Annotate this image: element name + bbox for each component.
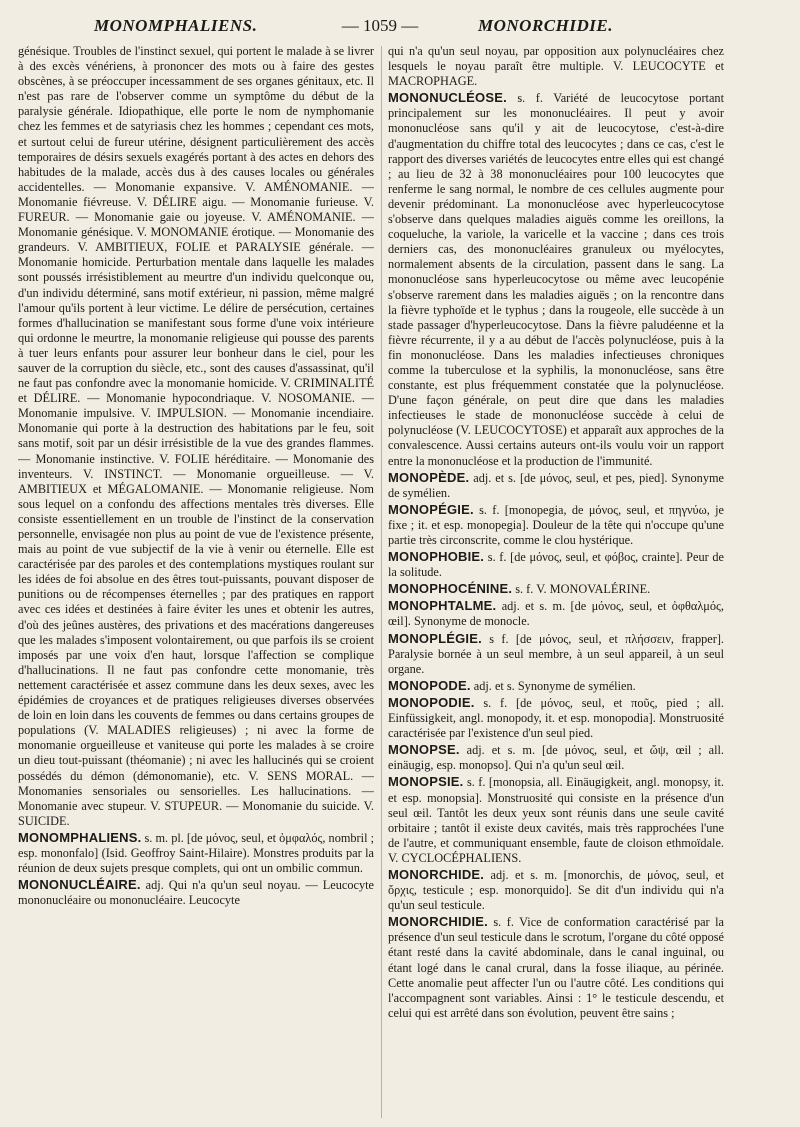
entry-headword: MONOPHTALME.	[388, 598, 497, 614]
entry-headword: MONOPLÉGIE.	[388, 630, 482, 646]
dictionary-entry	[388, 44, 724, 89]
entry-text: adj. Qui n'a qu'un seul noyau. — Leucocyte mononucléaire ou mononucléaire. Leucocyte	[18, 878, 374, 908]
dictionary-entry	[388, 502, 724, 548]
right-column	[388, 44, 724, 1119]
entry-text: s. f. [de μόνος, seul, et ποῦς, pied ; all. Einfüssigkeit, angl. monopody, it. et esp. monopodia]. Monstruosité caractérisée par l'existence d'un seul pied.	[388, 695, 724, 741]
dictionary-entry	[388, 695, 724, 741]
running-header	[0, 8, 800, 44]
entry-text: s. f. Variété de leucocytose portant principalement sur les mononucléaires. Il peut y avoir mononucléose sans qu'il y ait de leucocytose, c'est-à-dire d'augmentation du chiffre total des leucocytes ; dans ce cas, c'est le rapport des diverses variétés de leucocytes entre elles qui est changé ; au lieu de 32 à 38 mononucléaires pour 100 leucocytes que renferme le sang normal, le nombre de ces cellules augmente pour devenir prédominant. La mononucléose avec hyperleucocytose s'observe dans quelques maladies aiguës comme les oreillons, la coqueluche, la variole, la varicelle et la vaccine ; dans ces trois derniers cas, des mononucléaires granuleux ou myélocytes, normalement absents de la circulation, passent dans le sang. La mononucléose sans hyperleucocytose ou même avec leucopénie s'observe rarement dans les maladies aiguës ; on la rencontre dans la fièvre typhoïde et le typhus ; dans la rougeole, elle succède à un stade passager d'hyperleucocytose. Dans la fièvre paludéenne et la fièvre récurrente, il y a au début de l'accès polynucléose, puis à la fin mononucléose. Dans les maladies infectieuses chroniques comme la tuberculose et la syphilis, la mononucléose, sans être constante, est plus fréquemment constatée que la polynucléose. D'une façon générale, on peut dire que dans les maladies infectieuses le stade de mononucléose succède à celui de polynucléose (V. LEUCOCYTOSE) et apparaît aux approches de la convalescence. Aussi certains auteurs ont-ils voulu voir un rapport entre la mononucléose et la production de l'immunité.	[388, 91, 724, 468]
entry-headword: MONONUCLÉOSE.	[388, 90, 507, 106]
entry-text: s. f. Vice de conformation caractérisé par la présence d'un seul testicule dans le scrotum, l'organe du côté opposé étant resté dans la cavité abdominale, dans le canal inguinal, ou étant logé dans le canal crural, dans la fosse iliaque, au périnée. Cette anomalie peut affecter l'un ou l'autre côté. Les conditions qui l'accompagnent sont variables. Ainsi : 1° le testicule descendu, et celui qui est arrêté dans son évolution, peuvent être sains ;	[388, 915, 724, 1020]
dictionary-entry	[388, 581, 724, 597]
dictionary-entry	[388, 678, 724, 694]
dictionary-entry	[388, 90, 724, 468]
dictionary-entry	[388, 598, 724, 629]
header-left-guideword: MONOMPHALIENS.	[94, 16, 258, 35]
dictionary-entry	[388, 742, 724, 773]
dictionary-entry	[388, 470, 724, 501]
dictionary-entry	[18, 830, 374, 876]
entry-text: s. m. pl. [de μόνος, seul, et ὀμφαλός, nombril ; esp. mononfalo] (Isid. Geoffroy Saint-Hilaire). Monstres produits par la réunion de deux sujets presque complets, qui ont un ombilic commun.	[18, 830, 374, 876]
entry-headword: MONORCHIDIE.	[388, 914, 488, 930]
entry-headword: MONOPODIE.	[388, 694, 475, 710]
entry-headword: MONOPHOCÉNINE.	[388, 581, 513, 597]
entry-headword: MONOPODE.	[388, 677, 471, 693]
entry-text: adj. et s. m. [de μόνος, seul, et ὀφθαλμός, œil]. Synonyme de monocle.	[388, 599, 724, 629]
entry-text: génésique. Troubles de l'instinct sexuel, qui portent le malade à se livrer à des excès vénériens, à prononcer des mots ou à faire des gestes obscènes, à se préoccuper incessamment de ses organes génitaux, etc. Il n'est pas rare de l'observer comme un symptôme du début de la paralysie générale. Idiopathique, elle porte le nom de nymphomanie chez les femmes et de satyriasis chez les hommes ; cependant ces mots, et surtout celui de fureur utérine, désignent particulièrement des accès temporaires de désirs sexuels exagérés portant à des actes en dehors des habitudes de la malade, accès dus à des causes locales ou générales accidentelles. — Monomanie expansive. V. AMÉNOMANIE. — Monomanie fiévreuse. V. DÉLIRE aigu. — Monomanie furieuse. V. FUREUR. — Monomanie gaie ou joyeuse. V. AMÉNOMANIE. — Monomanie génésique. V. MONOMANIE érotique. — Monomanie des grandeurs. V. AMBITIEUX, FOLIE et PARALYSIE générale. — Monomanie homicide. Perturbation mentale dans laquelle les malades sont poussés irrésistiblement au meurtre d'un individu quelconque ou, d'un individu déterminé, sans motif extérieur, ni passion, même malgré l'amour qu'ils portent à leur victime. Le délire de persécution, certaines formes d'hallucination se manifestant sous forme d'une voix intérieure qui ordonne le meurtre, la monomanie religieuse qui pousse des parents à tuer leurs enfants pour assurer leur bonheur dans le ciel, pour les sauver de la corruption du siècle, etc., sont des causes d'assassinat, qu'il ne faut pas confondre avec la monomanie homicide. V. CRIMINALITÉ et DÉLIRE. — Monomanie hypocondriaque. V. NOSOMANIE. — Monomanie impulsive. V. IMPULSION. — Monomanie incendiaire. Monomanie qui porte à la destruction des habitations par le feu, soit sans motif, soit par un désir irrésistible de la vue des grandes flammes. — Monomanie instinctive. V. FOLIE héréditaire. — Monomanie des inventeurs. V. INSTINCT. — Monomanie orgueilleuse. — V. AMBITIEUX et MÉGALOMANIE. — Monomanie religieuse. Nom sous lequel on a confondu des affections mentales très diverses. Elle consiste essentiellement en un trouble de l'instinct de la conservation personnelle, envisagée non plus au point de vue de l'existence présente, mais au point de vue subjectif de la vie à venir ou éternelle. Elle est caractérisée par des paroles et des contemplations mystiques roulant sur les idées de foi absolue en des êtres tout-puissants, pouvant disposer de punitions ou de récompenses éternelles ; par des pratiques en rapport avec ces idées et destinées à faire éviter les unes et obtenir les autres, d'où des jeûnes austères, des privations et des macérations dangereuses que les malades s'imposent volontairement, ou que parfois ils se croient imposés par une voix d'en haut, lorsque l'affection se complique d'hallucinations. Il ne faut pas confondre cette monomanie, très nettement caractérisée et assez commune dans les deux sexes, avec les épidémies de croyances et de pratiques religieuses diverses observées de loin en loin dans les couvents de femmes ou dans certains groupes de populations (V. MALADIES religieuses) ; ni avec la forme de monomanie orgueilleuse et vaniteuse qui porte les malades à se croire un dieu tout-puissant (théomanie) ; ni avec les hallucinés qui se croient possédés du démon (démonomanie), etc. V. SENS MORAL. — Monomanies sensoriales ou sensorielles. Les hallucinations. — Monomanie avec stupeur. V. STUPEUR. — Monomanie du suicide. V. SUICIDE.	[18, 44, 374, 828]
left-column	[18, 44, 374, 1119]
entry-text: qui n'a qu'un seul noyau, par opposition aux polynucléaires chez lesquels le noyau paraît être multiple. V. LEUCOCYTE et MACROPHAGE.	[388, 44, 724, 89]
dictionary-entry	[18, 877, 374, 908]
header-right-guideword: MONORCHIDIE.	[478, 16, 613, 35]
dictionary-entry	[388, 867, 724, 913]
dictionary-entry	[18, 44, 374, 829]
entry-text: s. f. [de μόνος, seul, et φόβος, crainte]. Peur de la solitude.	[388, 550, 724, 580]
dictionary-entry	[388, 914, 724, 1021]
entry-headword: MONOPÉGIE.	[388, 501, 474, 517]
entry-headword: MONONUCLÉAIRE.	[18, 877, 141, 893]
entry-headword: MONOPSE.	[388, 742, 460, 758]
entry-text: adj. et s. [de μόνος, seul, et pes, pied]. Synonyme de symélien.	[388, 470, 724, 500]
entry-text: s f. [de μόνος, seul, et πλήσσειν, frapper]. Paralysie bornée à un seul membre, à un seul appareil, à un seul organe.	[388, 631, 724, 676]
entry-text: s. f. V. MONOVALÉRINE.	[515, 582, 651, 597]
entry-headword: MONORCHIDE.	[388, 866, 485, 882]
entry-text: s. f. [monopegia, de μόνος, seul, et πηγνύω, je fixe ; it. et esp. monopegia]. Douleur de la tête qui n'occupe qu'une partie très circonscrite, comme le clou hystérique.	[388, 502, 724, 547]
entry-text: adj. et s. m. [de μόνος, seul, et ὤψ, œil ; all. einäugig, esp. monopso]. Qui n'a qu'un seul œil.	[388, 743, 724, 773]
entry-text: s. f. [monopsia, all. Einäugigkeit, angl. monopsy, it. et esp. monopsia]. Monstruosité qui consiste en la présence d'un seul œil. Tantôt les deux yeux sont réunis dans une seule cavité orbitaire ; tantôt il existe deux cavités, mais très rapprochées l'une de l'autre, et communiquant ensemble, faute de cloison ethmoïdale. V. CYCLOCÉPHALIENS.	[388, 775, 724, 865]
entry-headword: MONOPHOBIE.	[388, 549, 485, 565]
entry-text: adj. et s. Synonyme de symélien.	[473, 678, 636, 693]
entry-text: adj. et s. m. [monorchis, de μόνος, seul, et ὄρχις, testicule ; esp. monorquido]. Se dit d'un individu qui n'a qu'un seul testicule.	[388, 867, 724, 913]
column-divider	[381, 46, 382, 1118]
entry-headword: MONOPSIE.	[388, 774, 464, 790]
dictionary-entry	[388, 631, 724, 677]
dictionary-entry	[388, 774, 724, 866]
entry-headword: MONOPÈDE.	[388, 469, 470, 485]
entry-headword: MONOMPHALIENS.	[18, 829, 142, 845]
page-number: — 1059 —	[341, 16, 419, 35]
dictionary-entry	[388, 549, 724, 580]
